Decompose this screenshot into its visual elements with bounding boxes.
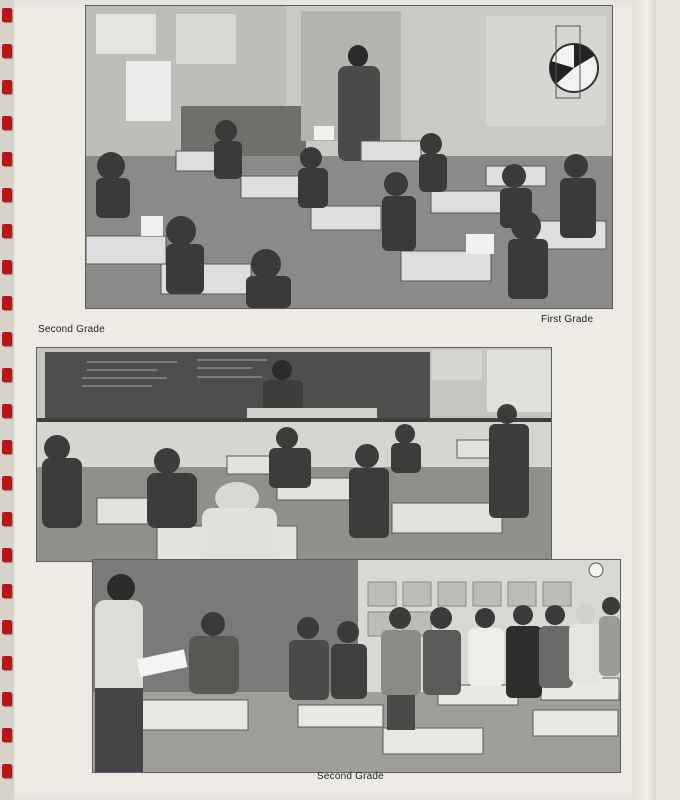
caption-second-grade-top: Second Grade	[38, 324, 105, 335]
page-edge	[632, 0, 656, 800]
chalkboard-classroom-photo	[37, 348, 551, 561]
caption-second-grade-bottom: Second Grade	[317, 771, 384, 782]
caption-first-grade: First Grade	[541, 314, 594, 325]
second-grade-students-photo	[93, 560, 620, 772]
first-grade-photo	[86, 6, 612, 308]
